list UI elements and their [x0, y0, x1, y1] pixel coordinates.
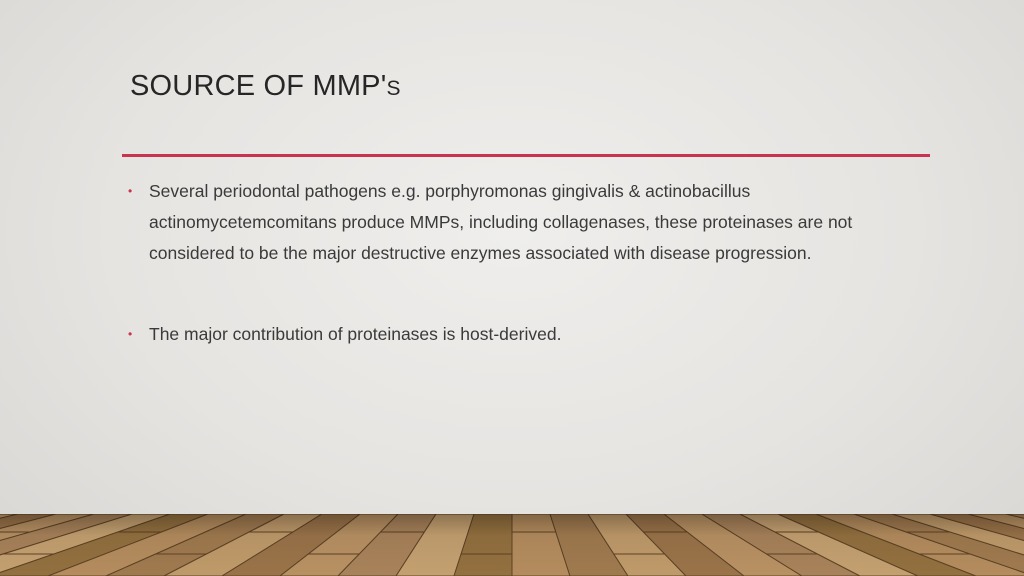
bullet-dot-icon: •: [128, 184, 133, 198]
bullet-item: [128, 319, 928, 350]
slide-title-suffix: S: [386, 77, 401, 100]
bullet-item: [128, 176, 928, 269]
wood-floor-decoration: [0, 514, 1024, 576]
bullet-text: The major contribution of proteinases is host-derived.: [149, 324, 562, 344]
slide-title-main: SOURCE OF MMP': [130, 70, 387, 102]
slide-title: [130, 70, 401, 103]
bullet-list: [128, 176, 928, 350]
wood-planks-graphic: [0, 514, 1024, 576]
title-divider: [122, 154, 930, 157]
bullet-dot-icon: •: [128, 327, 133, 341]
bullet-text: Several periodontal pathogens e.g. porphyromonas gingivalis & actinobacillus actinomycetemcomitans produce MMPs, including collagenases, these proteinases are not considered to be the major destructive enzymes associated with disease progression.: [149, 181, 853, 263]
